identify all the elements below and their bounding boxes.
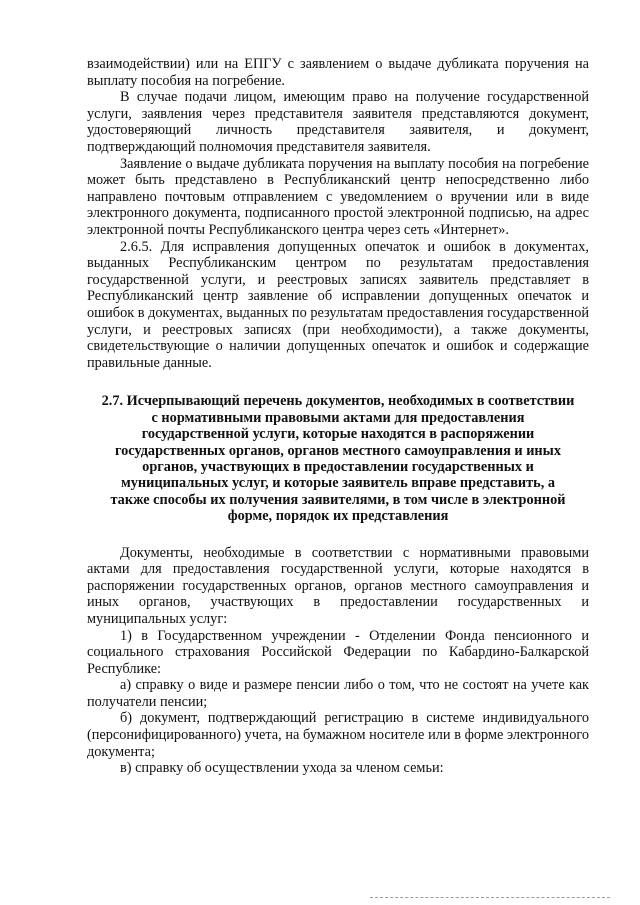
paragraph-documents-intro: Документы, необходимые в соответствии с нормативными правовыми актами для предоставления государственной услуги, которые находятся в распоряжении государственных органов, органов местного самоуправления и иных органов, участвующих в предоставлении государственных и муниципальных услуг: [87, 544, 589, 627]
paragraph-duplicate-request: Заявление о выдаче дубликата поручения на выплату пособия на погребение может быть представлено в Республиканский центр непосредственно либо направлено почтовым отправлением с уведомлением о вручении или в виде электронного документа, подписанного простой электронной подписью, на адрес электронной почты Республиканского центра через сеть «Интернет». [87, 155, 589, 238]
section-heading-2-7: 2.7. Исчерпывающий перечень документов, необходимых в соответствии с нормативными правовыми актами для предоставления государственной услуги, которые находятся в распоряжении государственных органов, органов местного самоуправления и иных органов, участвующих в предоставлении государственных и муниципальных услуг, и которые заявитель вправе представить, а также способы их получения заявителями, в том числе в электронной форме, порядок их представления [101, 393, 575, 525]
list-item-a: а) справку о виде и размере пенсии либо о том, что не состоят на учете как получатели пенсии; [87, 677, 589, 710]
paragraph-continuation: взаимодействии) или на ЕПГУ с заявлением о выдаче дубликата поручения на выплату пособия на погребение. [87, 56, 589, 89]
list-item-1: 1) в Государственном учреждении - Отделении Фонда пенсионного и социального страхования Российской Федерации по Кабардино-Балкарской Республике: [87, 627, 589, 677]
list-item-b: б) документ, подтверждающий регистрацию в системе индивидуального (персонифицированного) учета, на бумажном носителе или в форме электронного документа; [87, 710, 589, 760]
paragraph-2-6-5: 2.6.5. Для исправления допущенных опечаток и ошибок в документах, выданных Республиканским центром по результатам предоставления государственной услуги, и реестровых записях заявитель представляет в Республиканский центр заявление об исправлении допущенных опечаток и ошибок в документах, выданных по результатам предоставления государственной услуги, и реестровых записях (при необходимости), а также документы, свидетельствующие о наличии допущенных опечаток и ошибок и содержащие правильные данные. [87, 238, 589, 371]
paragraph-representative: В случае подачи лицом, имеющим право на получение государственной услуги, заявления через представителя заявителя представляются документ, удостоверяющий личность представителя заявителя, и документ, подтверждающий полномочия представителя заявителя. [87, 89, 589, 155]
list-item-v: в) справку об осуществлении ухода за членом семьи: [120, 760, 444, 777]
document-page [87, 56, 589, 777]
page-bottom-divider [370, 897, 610, 899]
